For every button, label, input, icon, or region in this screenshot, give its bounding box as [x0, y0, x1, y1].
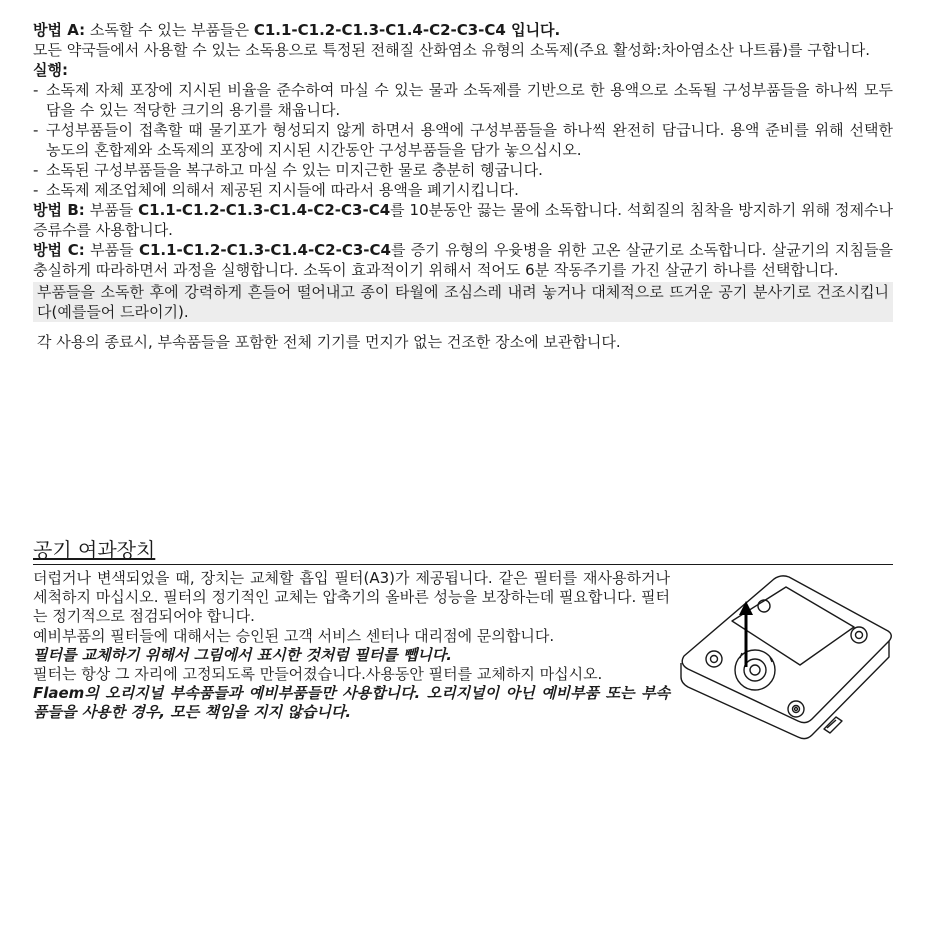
step-item: - 소독된 구성부품들을 복구하고 마실 수 있는 미지근한 물로 충분히 헹굽니다.	[33, 160, 893, 180]
exec-label: 실행:	[33, 61, 68, 79]
method-b-paragraph	[33, 200, 893, 240]
disinfection-section	[33, 20, 893, 352]
method-b-pre: 부품들	[84, 201, 139, 219]
method-a-intro: 소독할 수 있는 부품들은	[85, 21, 254, 39]
filter-p2: 예비부품의 필터들에 대해서는 승인된 고객 서비스 센터나 대리점에 문의합니다.	[33, 626, 555, 645]
storage-note: 각 사용의 종료시, 부속품들을 포함한 전체 기기를 먼지가 없는 건조한 장소에 보관합니다.	[37, 333, 621, 351]
method-a-parts: C1.1-C1.2-C1.3-C1.4-C2-C3-C4 입니다.	[253, 21, 561, 39]
method-a-steps	[33, 80, 893, 200]
step-item: - 소독제 제조업체에 의해서 제공된 지시들에 따라서 용액을 폐기시킵니다.	[33, 180, 893, 200]
method-a-line	[33, 20, 893, 40]
filter-p1: 더럽거나 변색되었을 때, 장치는 교체할 흡입 필터(A3)가 제공됩니다. 같은 필터를 재사용하거나 세척하지 마십시오. 필터의 정기적인 교체는 압축기의 올바른 성능을 보장하는데 필요합니다. 필터는 정기적으로 점검되어야 합니다.	[33, 569, 670, 626]
method-c-pre: 부품들	[84, 241, 139, 259]
method-b-parts: C1.1-C1.2-C1.3-C1.4-C2-C3-C4	[138, 201, 391, 219]
method-a-desc: 모든 약국들에서 사용할 수 있는 소독용으로 특정된 전해질 산화염소 유형의 소독제(주요 활성화:차아염소산 나트륨)를 구합니다.	[33, 41, 870, 59]
filter-p4: 필터는 항상 그 자리에 고정되도록 만들어졌습니다.사용동안 필터를 교체하지 마십시오.	[33, 665, 603, 684]
method-c-paragraph	[33, 240, 893, 280]
drying-note: 부품들을 소독한 후에 강력하게 흔들어 떨어내고 종이 타월에 조심스레 내려 놓거나 대체적으로 뜨거운 공기 분사기로 건조시킵니다(예를들어 드라이기).	[33, 282, 893, 322]
filter-p3: 필터를 교체하기 위해서 그림에서 표시한 것처럼 필터를 뺍니다.	[33, 645, 452, 664]
air-filter-title: 공기 여과장치	[33, 537, 893, 565]
air-filter-section	[33, 569, 670, 723]
method-c-label: 방법 C:	[33, 241, 85, 259]
filter-removal-illustration	[676, 573, 894, 745]
step-item: - 소독제 자체 포장에 지시된 비율을 준수하여 마실 수 있는 물과 소독제를 기반으로 한 용액으로 소독될 구성부품들을 하나씩 모두 담을 수 있는 적당한 크기의 용기를 채웁니다.	[33, 80, 893, 120]
step-item: - 구성부품들이 접촉할 때 물기포가 형성되지 않게 하면서 용액에 구성부품들을 하나씩 완전히 담급니다. 용액 준비를 위해 선택한 농도의 혼합제와 소독제의 포장에 지시된 시간동안 구성부품들을 담가 놓으십시오.	[33, 120, 893, 160]
method-c-parts: C1.1-C1.2-C1.3-C1.4-C2-C3-C4	[138, 241, 391, 259]
method-b-label: 방법 B:	[33, 201, 85, 219]
method-b-text: 를 10분동안 끓는 물에 소독합니다. 석회질의 침착을 방지하기 위해 정제수나 증류수를 사용합니다.	[33, 201, 893, 239]
filter-p5: Flaem의 오리지널 부속품들과 예비부품들만 사용합니다. 오리지널이 아닌 예비부품 또는 부속품들을 사용한 경우, 모든 책임을 지지 않습니다.	[33, 684, 670, 722]
method-c-text: 를 증기 유형의 우윳병을 위한 고온 살균기로 소독합니다. 살균기의 지침들을 충실하게 따라하면서 과정을 실행합니다. 소독이 효과적이기 위해서 적어도 6분 작동주기를 가진 살균기 하나를 선택합니다.	[33, 241, 893, 279]
method-a-label: 방법 A:	[33, 21, 86, 39]
